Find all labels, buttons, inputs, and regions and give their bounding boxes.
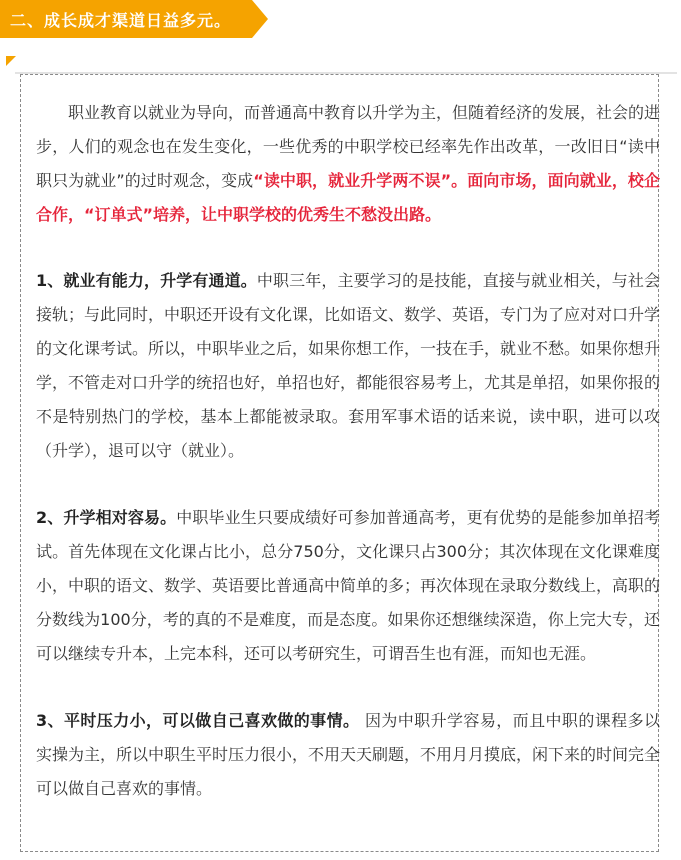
section-title: 二、成长成才渠道日益多元。 xyxy=(10,11,232,30)
section-banner xyxy=(0,0,270,38)
point-3 xyxy=(36,704,660,806)
point-2-heading: 2、升学相对容易。 xyxy=(36,508,177,527)
point-2 xyxy=(36,501,660,671)
point-1-body: 中职三年，主要学习的是技能，直接与就业相关，与社会接轨；与此同时，中职还开设有文化课，比如语文、数学、英语，专门为了应对对口升学的文化课考试。所以，中职毕业之后，如果你想工作，一技在手，就业不愁。如果你想升学，不管走对口升学的统招也好，单招也好，都能很容易考上，尤其是单招，如果你报的不是特别热门的学校，基本上都能被录取。套用军事术语的话来说，读中职，进可以攻（升学），退可以守（就业）。 xyxy=(36,271,661,460)
point-3-heading: 3、平时压力小，可以做自己喜欢做的事情。 xyxy=(36,711,360,730)
banner-corner-decoration xyxy=(6,56,16,66)
point-1 xyxy=(36,264,660,468)
intro-paragraph xyxy=(36,96,660,232)
intro-text: 职业教育以就业为导向，而普通高中教育以升学为主，但随着经济的发展，社会的进步，人们的观念也在发生变化，一些优秀的中职学校已经率先作出改革，一改旧日“读中职只为就业”的过时观念，变成 xyxy=(36,103,661,190)
intro-highlight: “读中职，就业升学两不误”。面向市场，面向就业，校企合作，“订单式”培养，让中职学校的优秀生不愁没出路。 xyxy=(36,171,660,224)
article-body xyxy=(36,96,660,806)
point-1-heading: 1、就业有能力，升学有通道。 xyxy=(36,271,257,290)
point-2-body: 中职毕业生只要成绩好可参加普通高考，更有优势的是能参加单招考试。首先体现在文化课占比小，总分750分，文化课只占300分；其次体现在文化课难度小，中职的语文、数学、英语要比普通高中简单的多；再次体现在录取分数线上，高职的分数线为100分，考的真的不是难度，而是态度。如果你还想继续深造，你上完大专，还可以继续专升本，上完本科，还可以考研究生，可谓吾生也有涯，而知也无涯。 xyxy=(36,508,661,663)
point-3-body: 因为中职升学容易，而且中职的课程多以实操为主，所以中职生平时压力很小，不用天天刷题，不用月月摸底，闲下来的时间完全可以做自己喜欢的事情。 xyxy=(36,711,661,798)
